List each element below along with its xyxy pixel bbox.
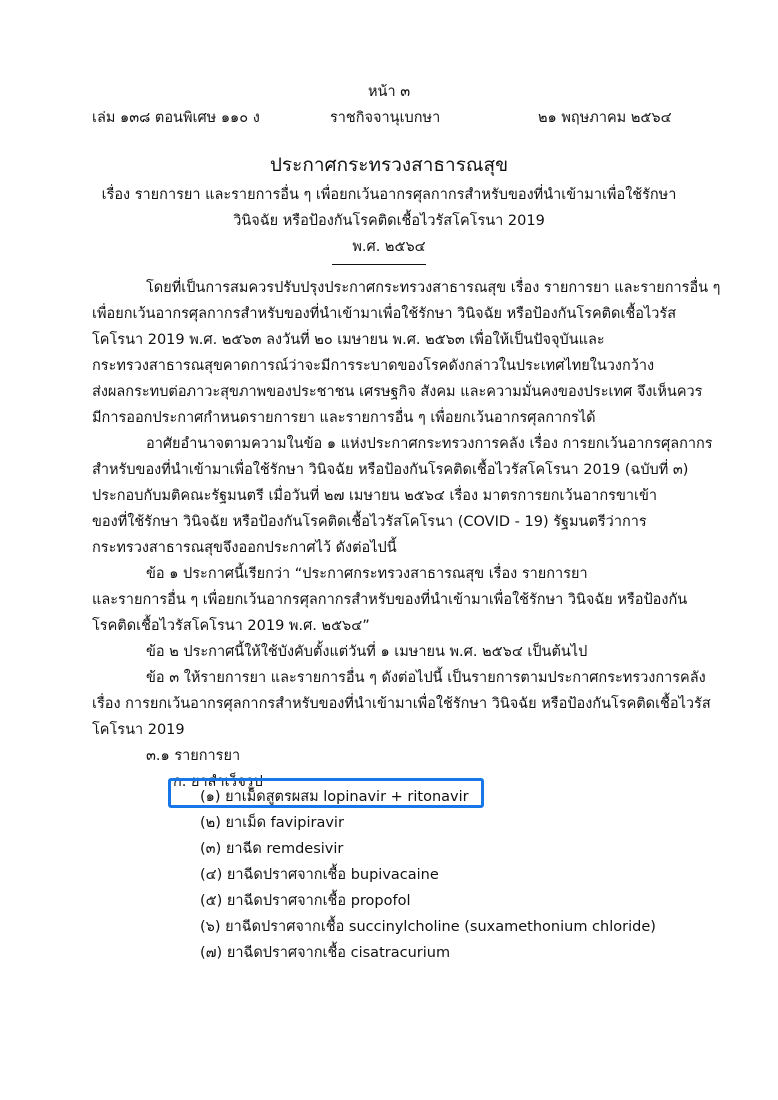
body-line: โดยที่เป็นการสมควรปรับปรุงประกาศกระทรวงสาธารณสุข เรื่อง รายการยา และรายการอื่น ๆ: [146, 280, 721, 296]
highlight-box: [168, 778, 484, 808]
body-line: กระทรวงสาธารณสุขคาดการณ์ว่าจะมีการระบาดของโรคดังกล่าวในประเทศไทยในวงกว้าง: [92, 358, 655, 374]
subtitle-year: พ.ศ. ๒๕๖๔: [352, 239, 426, 255]
drug-list-item: (๔) ยาฉีดปราศจากเชื้อ bupivacaine: [200, 867, 439, 883]
body-line: สำหรับของที่นำเข้ามาเพื่อใช้รักษา วินิจฉัย หรือป้องกันโรคติดเชื้อไวรัสโคโรนา 2019 (ฉบับที่ ๓): [92, 462, 689, 478]
clause-3: ข้อ ๓ ให้รายการยา และรายการอื่น ๆ ดังต่อไปนี้ เป็นรายการตามประกาศกระทรวงการคลัง: [146, 670, 706, 686]
body-line: เพื่อยกเว้นอากรศุลกากรสำหรับของที่นำเข้ามาเพื่อใช้รักษา วินิจฉัย หรือป้องกันโรคติดเชื้อไวรัส: [92, 306, 677, 322]
volume-info: เล่ม ๑๓๘ ตอนพิเศษ ๑๑๐ ง: [92, 110, 260, 126]
drug-list-item: (๖) ยาฉีดปราศจากเชื้อ succinylcholine (suxamethonium chloride): [200, 919, 656, 935]
body-line: โคโรนา 2019 พ.ศ. ๒๕๖๓ ลงวันที่ ๒๐ เมษายน พ.ศ. ๒๕๖๓ เพื่อให้เป็นปัจจุบันและ: [92, 332, 605, 348]
body-line: อาศัยอำนาจตามความในข้อ ๑ แห่งประกาศกระทรวงการคลัง เรื่อง การยกเว้นอากรศุลกากร: [146, 436, 713, 452]
body-line: เรื่อง การยกเว้นอากรศุลกากรสำหรับของที่นำเข้ามาเพื่อใช้รักษา วินิจฉัย หรือป้องกันโรคติดเชื้อไวรัส: [92, 696, 711, 712]
subsection-heading: ก. ยาสำเร็จรูป: [173, 774, 263, 790]
gazette-name: ราชกิจจานุเบกษา: [330, 110, 441, 126]
title-divider: [332, 264, 426, 265]
subtitle-line: เรื่อง รายการยา และรายการอื่น ๆ เพื่อยกเว้นอากรศุลกากรสำหรับของที่นำเข้ามาเพื่อใช้รักษา: [101, 187, 677, 203]
clause-1: ข้อ ๑ ประกาศนี้เรียกว่า “ประกาศกระทรวงสาธารณสุข เรื่อง รายการยา: [146, 566, 588, 582]
drug-list-item: (๓) ยาฉีด remdesivir: [200, 841, 344, 857]
body-line: ส่งผลกระทบต่อภาวะสุขภาพของประชาชน เศรษฐกิจ สังคม และความมั่นคงของประเทศ จึงเห็นควร: [92, 384, 703, 400]
subtitle-line: วินิจฉัย หรือป้องกันโรคติดเชื้อไวรัสโคโรนา 2019: [233, 213, 545, 229]
drug-list-item: (๗) ยาฉีดปราศจากเชื้อ cisatracurium: [200, 945, 451, 961]
drug-list-item: (๑) ยาเม็ดสูตรผสม lopinavir + ritonavir: [200, 789, 469, 805]
body-line: มีการออกประกาศกำหนดรายการยา และรายการอื่น ๆ เพื่อยกเว้นอากรศุลกากรได้: [92, 410, 596, 426]
body-line: ของที่ใช้รักษา วินิจฉัย หรือป้องกันโรคติดเชื้อไวรัสโคโรนา (COVID - 19) รัฐมนตรีว่าการ: [92, 514, 647, 530]
drug-list-item: (๕) ยาฉีดปราศจากเชื้อ propofol: [200, 893, 411, 909]
body-line: กระทรวงสาธารณสุขจึงออกประกาศไว้ ดังต่อไปนี้: [92, 540, 397, 556]
body-line: และรายการอื่น ๆ เพื่อยกเว้นอากรศุลกากรสำหรับของที่นำเข้ามาเพื่อใช้รักษา วินิจฉัย หรือป้องกัน: [92, 592, 688, 608]
body-line: โรคติดเชื้อไวรัสโคโรนา 2019 พ.ศ. ๒๕๖๔”: [92, 618, 370, 634]
clause-2: ข้อ ๒ ประกาศนี้ให้ใช้บังคับตั้งแต่วันที่ ๑ เมษายน พ.ศ. ๒๕๖๔ เป็นต้นไป: [146, 644, 588, 660]
announcement-title: ประกาศกระทรวงสาธารณสุข: [269, 154, 509, 176]
drug-list-item: (๒) ยาเม็ด favipiravir: [200, 815, 344, 831]
section-heading: ๓.๑ รายการยา: [146, 748, 241, 764]
page-number: หน้า ๓: [368, 84, 411, 100]
body-line: ประกอบกับมติคณะรัฐมนตรี เมื่อวันที่ ๒๗ เมษายน ๒๕๖๔ เรื่อง มาตรการยกเว้นอากรขาเข้า: [92, 488, 658, 504]
body-line: โคโรนา 2019: [92, 722, 185, 738]
gazette-date: ๒๑ พฤษภาคม ๒๕๖๔: [538, 110, 672, 126]
